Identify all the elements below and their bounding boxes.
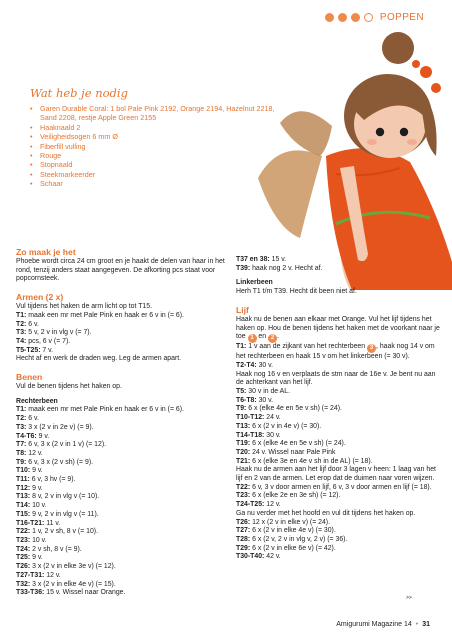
instruction-line [16,406,228,415]
instruction-line [236,423,440,432]
right-leg-title: Rechterbeen [16,397,58,405]
instruction-line [236,536,440,545]
instruction-line [236,484,440,493]
instruction-line [236,492,440,501]
body-round-1 [236,343,440,362]
round-text: Vul tijdens het haken de arm licht op tot T15. [16,303,152,311]
round-text: 6 v. [26,320,39,328]
round-label: T6-T8: [236,396,257,404]
footer-bullet: • [415,621,419,628]
round-label: T2: [16,415,27,423]
round-text: maak een mr met Pale Pink en haak er 6 v in (= 6). [26,406,184,414]
body-intro-text: en [256,333,268,341]
round-text: 8 v, 2 v in vlg v (= 10). [30,493,100,501]
arms-instructions [16,303,228,364]
header-dot-icon [351,13,360,22]
round-text: 3 x (2 v in elke 3e v) (= 12). [30,563,116,571]
round-text: 3 x (2 v in elke 4e v) (= 15). [30,580,116,588]
round-text: 9 v. [30,467,43,475]
instruction-line [16,502,228,511]
instruction-line [236,545,440,554]
instruction-line [16,485,228,494]
round-label: T10: [16,467,31,475]
round-text: 30 v. [256,361,274,369]
round-text: maak een mr met Pale Pink en haak er 6 v in (= 6). [26,311,184,319]
instruction-line [236,449,440,458]
round-label: T9: [236,405,247,413]
round-label: T8: [16,449,27,457]
round-label: T39: [236,264,251,272]
instruction-line [16,493,228,502]
instruction-line [236,466,440,483]
round-text: 6 v, 3 x (2 v sh) (= 9). [26,458,94,466]
round-text: 12 v. [44,571,61,579]
instruction-line [16,312,228,321]
round-text: 24 v. Wissel naar Pale Pink [250,448,336,456]
round-text: 30 v. [264,431,281,439]
round-text: 6 x (elke 4e en 5e v sh) (= 24). [250,440,346,448]
round-label: T1: [236,343,247,351]
materials-item: • Schaar [30,179,280,188]
round-text: 30 v. [256,396,274,404]
round-text: 6 x (2 v in elke 6e v) (= 42). [250,544,336,552]
materials-item: • Haaknaald 2 [30,123,280,132]
body-heading: Lijf [236,304,249,315]
instruction-line [236,405,440,414]
round-text: 6 x (elke 4e en 5e v sh) (= 24). [246,405,342,413]
instruction-line [16,511,228,520]
body-instructions [236,362,440,562]
round-label: T10-T12: [236,414,265,422]
round-text: 6 v, 3 x (2 v in 1 v) (= 12). [26,441,107,449]
round-label: T14: [16,502,31,510]
materials-list [30,104,280,189]
intro-heading: Zo maak je het [16,247,76,257]
round-label: T1: [16,311,27,319]
round-text: 42 v. [264,553,281,561]
legs-intro: Vul de benen tijdens het haken op. [16,383,122,391]
round-text: 12 v. [26,449,43,457]
materials-item: • Steekmarkeerder [30,170,280,179]
round-label: T2: [16,320,27,328]
round-label: T19: [236,440,251,448]
materials-title: Wat heb je nodig [30,86,128,100]
round-text: 9 v. [30,554,43,562]
round-label: T21: [236,457,251,465]
instruction-line [236,397,440,406]
round-text: 6 v, 3 hv (= 9). [29,476,76,484]
instruction-line [16,476,228,485]
instruction-line [236,458,440,467]
right-column [236,256,440,562]
materials-item: • Veiligheidsogen 6 mm Ø [30,132,280,141]
round-label: T22: [236,483,251,491]
instruction-line [16,572,228,581]
instruction-line [236,501,440,510]
instruction-line [16,459,228,468]
instruction-line [16,546,228,555]
instruction-line [236,414,440,423]
round-label: T23: [16,536,31,544]
round-label: T3: [16,329,27,337]
step-badge-icon: 2 [268,334,277,343]
round-text: 9 v. [30,484,43,492]
round-label: T27-T31: [16,571,45,579]
round-label: T13: [236,422,251,430]
round-label: T7: [16,441,27,449]
page-footer [336,621,430,628]
materials-item: • Stopnaald [30,160,280,169]
body-intro [236,316,440,343]
round-label: T28: [236,535,251,543]
round-text: Haak nu de armen aan het lijf door 3 lagen v heen: 1 laag van het lijf en 2 van de armen. Let erop dat de duimen naar voren wijzen. [236,466,436,483]
round-text: Hecht af en werk de draden weg. Leg de armen apart. [16,355,182,363]
page-number: 31 [422,621,430,628]
round-label: T24: [16,545,31,553]
round-label: T29: [236,544,251,552]
round-label: T12: [16,484,31,492]
header-dot-outline-icon [364,13,373,22]
round-label: T16-T21: [16,519,45,527]
round-text: 9 v, 2 v in vlg v (= 11). [30,510,99,518]
arms-heading: Armen (2 x) [16,292,64,303]
round-text: 3 x (2 v in 2e v) (= 9). [26,423,94,431]
instruction-line [16,338,228,347]
round-label: T4-T6: [16,432,37,440]
round-label: T5-T25: [16,346,41,354]
instruction-line [16,415,228,424]
instruction-line [236,510,440,519]
instruction-line [16,441,228,450]
header-dot-icon [325,13,334,22]
round-label: T25: [16,554,31,562]
instruction-line [236,527,440,536]
instruction-line [16,355,228,364]
round-label: T33-T36: [16,589,45,597]
magazine-name: Amigurumi Magazine 14 [336,621,412,628]
round-text: 6 x (elke 3e en 4e v sh in de AL) (= 18). [250,457,373,465]
instruction-line [16,554,228,563]
instruction-line [16,329,228,338]
round-text: 15 v. [269,256,287,263]
instruction-line [16,303,228,312]
left-leg-title: Linkerbeen [236,279,273,287]
continue-marker: >> [406,595,412,601]
round-label: T20: [236,448,251,456]
round-text: 2 v sh, 8 v (= 9). [30,545,82,553]
intro-text: Phoebe wordt circa 24 cm groot en je haakt de delen van haar in het rond, tenzij anders staat aangegeven. De afkorting pcs staat voor popcornsteek. [16,258,225,283]
instruction-line [236,432,440,441]
round-text: 1 v, 2 v sh, 8 v (= 10). [30,528,99,536]
round-text: 30 v in de AL. [246,388,291,396]
instruction-line [16,528,228,537]
round-text: 12 x (2 v in elke v) (= 24). [250,518,331,526]
instruction-line [236,362,440,371]
round-label: T24-T25: [236,501,265,509]
legs-heading: Benen [16,372,43,383]
round-text: 12 v. [264,501,281,509]
materials-item: • Garen Durable Coral: 1 bol Pale Pink 2192, Orange 2194, Hazelnut 2218, Sand 2208, restje Apple Green 2155 [30,104,280,123]
instruction-line [16,563,228,572]
section-header [325,12,424,23]
round-label: T26: [16,563,31,571]
instruction-line [16,520,228,529]
step-badge-icon: 1 [248,334,257,343]
instruction-line [16,347,228,356]
left-column [16,247,228,598]
round-text: 15 v. Wissel naar Orange. [44,589,126,597]
round-text: , haak nog 14 v om het rechterbeen en haak 15 v om het linkerbeen (= 30 v). [236,343,435,361]
instruction-line [236,440,440,449]
round-text: 6 v, 3 v door armen en lijf, 6 v, 3 v door armen en lijf (= 18). [250,483,432,491]
section-title: POPPEN [379,12,424,23]
round-label: T2-T4: [236,361,257,369]
header-dot-icon [338,13,347,22]
round-label: T22: [16,528,31,536]
round-label: T32: [16,580,31,588]
instruction-line [236,519,440,528]
materials-item: • Fiberfill vulling [30,142,280,151]
round-label: T15: [16,510,31,518]
round-label: T23: [236,492,251,500]
round-text: 6 x (2 v in 4e v) (= 30). [250,422,322,430]
round-label: T5: [236,388,247,396]
right-leg-continued [236,256,440,273]
left-leg-text: Herh T1 t/m T39. Hecht dit been niet af. [236,288,357,296]
round-text: 6 x (2 v, 2 v in vlg v, 2 v) (= 36). [250,535,348,543]
round-text: Ga nu verder met het hoofd en vul dit tijdens het haken op. [236,509,416,517]
round-label: T9: [16,458,27,466]
step-badge-icon: 3 [367,344,376,353]
instruction-line [16,581,228,590]
round-label: T3: [16,423,27,431]
round-text: haak nog 2 v. Hecht af. [250,264,323,272]
round-text: 6 x (elke 2e en 3e sh) (= 12). [250,492,341,500]
round-label: T13: [16,493,31,501]
instruction-line [16,321,228,330]
round-label: T1: [16,406,27,414]
instruction-line [236,256,440,265]
body-intro-text: . [277,333,279,341]
instruction-line [236,265,440,274]
round-label: T26: [236,518,251,526]
instruction-line [16,589,228,598]
round-text: 9 v. [36,432,50,440]
right-leg-instructions [16,406,228,597]
round-label: T11: [16,476,30,484]
round-label: T14-T18: [236,431,265,439]
instruction-line [16,467,228,476]
round-text: 6 x (2 v in elke 4e v) (= 30). [250,527,336,535]
round-label: T4: [16,337,27,345]
round-text: 10 v. [30,536,47,544]
materials-item: • Rouge [30,151,280,160]
round-text: 10 v. [30,502,47,510]
instruction-line [16,433,228,442]
round-text: 5 v, 2 v in vlg v (= 7). [26,329,92,337]
body-intro-text: Haak nu de benen aan elkaar met Orange. Vul het lijf tijdens het haken op. Hou de benen tijdens het haken met de voorkant naar je toe [236,315,440,341]
round-text: 6 v. [26,415,39,423]
instruction-line [236,388,440,397]
round-text: 11 v. [44,519,61,527]
instruction-line [236,371,440,388]
round-label: T37 en 38: [236,256,270,263]
round-label: T30-T40: [236,553,265,561]
round-text: 7 v. [40,346,54,354]
round-text: Haak nog 16 v en verplaats de stm naar de 16e v. Je bent nu aan de achterkant van het lijf. [236,370,436,387]
instruction-line [16,450,228,459]
round-text: pcs, 6 v (= 7). [26,337,71,345]
instruction-line [236,553,440,562]
round-text: 1 v aan de zijkant van het rechterbeen [246,343,368,351]
round-text: 24 v. [264,414,281,422]
instruction-line [16,537,228,546]
round-label: T27: [236,527,251,535]
instruction-line [16,424,228,433]
